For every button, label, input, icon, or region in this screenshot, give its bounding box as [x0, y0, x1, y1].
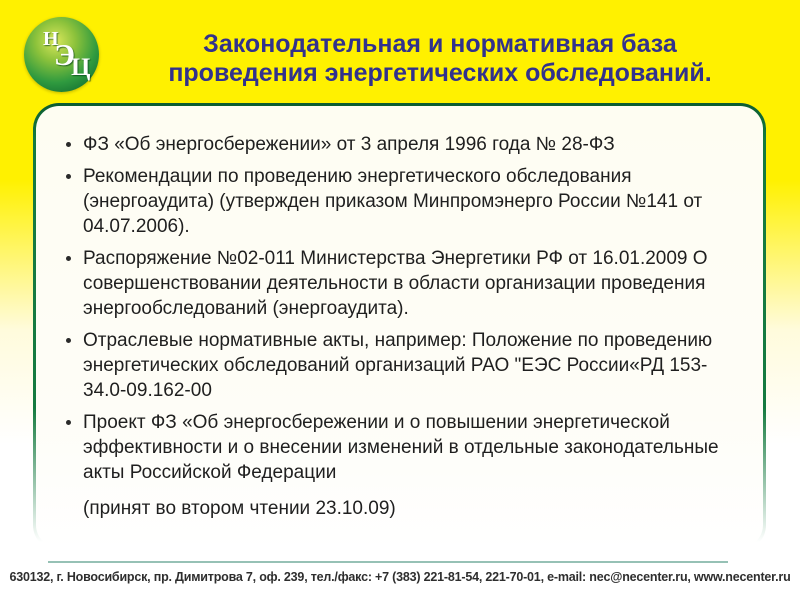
footer-divider: [48, 561, 728, 563]
slide-title-line2: проведения энергетических обследований.: [168, 59, 712, 87]
list-item: [64, 164, 735, 239]
bullet-text: ФЗ «Об энергосбережении» от 3 апреля 1996 года № 28-ФЗ: [83, 134, 615, 155]
slide-title: [100, 30, 780, 88]
company-logo-icon: [24, 17, 99, 92]
bullet-list: [64, 132, 735, 521]
logo-letter-n: Н: [43, 28, 59, 50]
slide-title-line1: Законодательная и нормативная база: [203, 30, 677, 58]
list-item: [64, 410, 735, 521]
bullet-note: (принят во втором чтении 23.10.09): [83, 498, 396, 519]
bullet-text: Распоряжение №02-011 Министерства Энергетики РФ от 16.01.2009 О совершенствовании деятельности в области организации проведения энергообследований (энергоаудита).: [83, 248, 708, 319]
bullet-text: Рекомендации по проведению энергетического обследования (энергоаудита) (утвержден приказом Минпромэнерго России №141 от 04.07.2006).: [83, 166, 703, 237]
bullet-text: Проект ФЗ «Об энергосбережении и о повышении энергетической эффективности и о внесении изменений в отдельные законодательные акты Российской Федерации: [83, 412, 719, 483]
logo-letter-e: Э: [54, 37, 76, 72]
content-panel: [36, 106, 763, 548]
footer-address: 630132, г. Новосибирск, пр. Димитрова 7, оф. 239, тел./факс: +7 (383) 221-81-54, 221-70-01, e-mail: nec@necenter.ru, www.necenter.ru: [9, 570, 791, 584]
list-item: [64, 328, 735, 403]
list-item: [64, 246, 735, 321]
list-item: [64, 132, 735, 157]
logo-letter-c: Ц: [71, 54, 91, 81]
content-panel-border: [33, 103, 766, 551]
bullet-text: Отраслевые нормативные акты, например: Положение по проведению энергетических обследований организаций РАО "ЕЭС России«РД 153-34.0-09.162-00: [83, 330, 713, 401]
